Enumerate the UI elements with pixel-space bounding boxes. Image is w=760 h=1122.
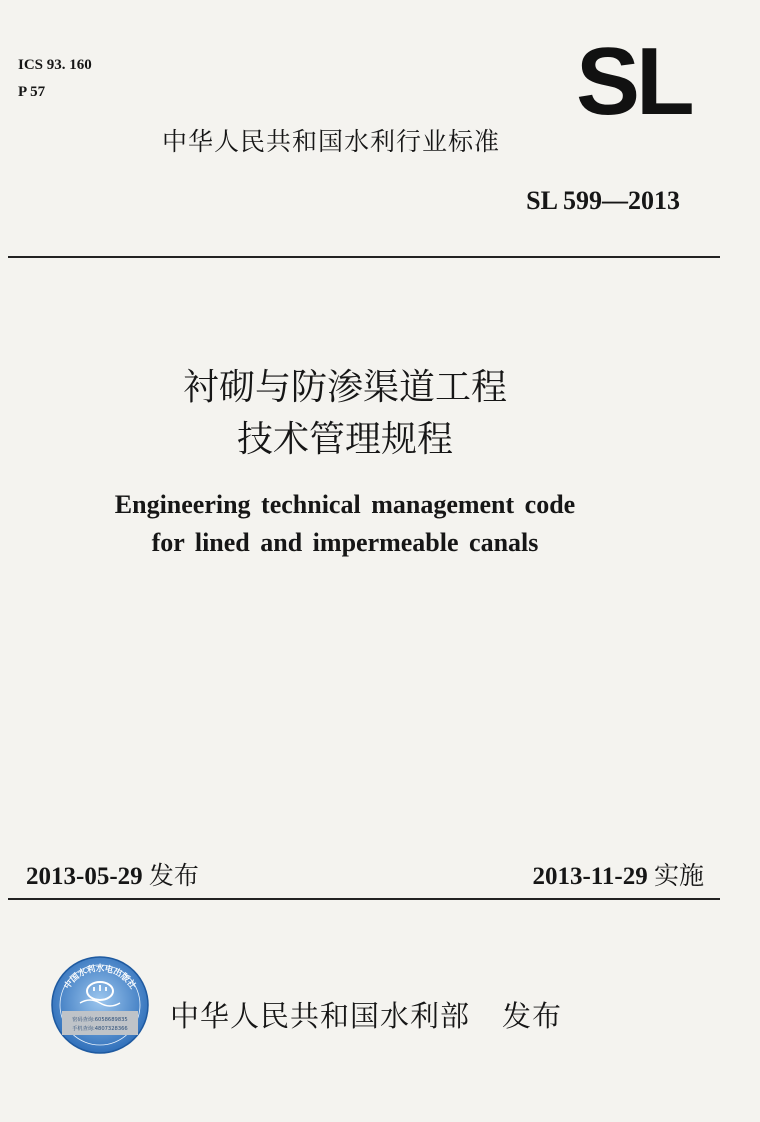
seal-code-2: 手机查询:4807328366 bbox=[72, 1026, 128, 1032]
standard-number: SL 599—2013 bbox=[526, 186, 680, 215]
category-code: P 57 bbox=[18, 84, 46, 100]
seal-ring-text: 中国水利水电出版社 bbox=[62, 964, 138, 992]
issue-date-line bbox=[26, 856, 199, 892]
seal-code-1: 密码查询:6058689835 bbox=[72, 1017, 128, 1023]
classification-codes bbox=[18, 52, 92, 106]
issue-date: 2013-05-29 bbox=[26, 863, 143, 890]
chinese-title-line-2: 技术管理规程 bbox=[236, 419, 453, 460]
ics-code: ICS 93. 160 bbox=[18, 57, 92, 73]
publisher-line bbox=[170, 994, 562, 1035]
english-title bbox=[0, 486, 690, 562]
implement-date-line bbox=[532, 856, 704, 892]
implement-label: 实施 bbox=[653, 861, 704, 890]
chinese-title bbox=[0, 362, 690, 466]
bottom-rule-divider bbox=[8, 898, 720, 900]
anti-counterfeit-seal-icon bbox=[50, 955, 150, 1055]
sl-logo: SL bbox=[576, 28, 691, 135]
implement-date: 2013-11-29 bbox=[532, 863, 648, 890]
industry-title: 中华人民共和国水利行业标准 bbox=[162, 127, 501, 156]
publisher-action: 发布 bbox=[502, 999, 563, 1033]
english-title-line-2: for lined and impermeable canals bbox=[151, 528, 539, 557]
publisher-name: 中华人民共和国水利部 bbox=[170, 999, 471, 1033]
issue-label: 发布 bbox=[148, 861, 199, 890]
english-title-line-1: Engineering technical management code bbox=[114, 490, 576, 519]
chinese-title-line-1: 衬砌与防渗渠道工程 bbox=[182, 367, 507, 408]
top-rule-divider bbox=[8, 256, 720, 258]
